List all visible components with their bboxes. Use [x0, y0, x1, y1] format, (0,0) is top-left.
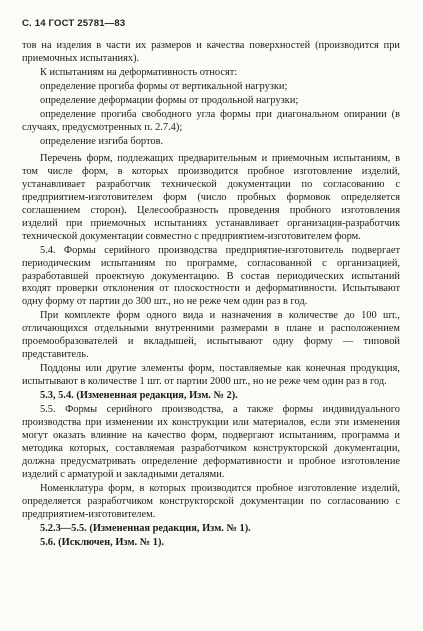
- paragraph: Перечень форм, подлежащих предварительным и приемочным испытаниям, в том числе форм, в которых производится пробное изготовление изделий, устанавливает разработчик технической документации по согласованию с предприятием-изготовителем форм (число пробных формовок определяется соглашением сторон). Целесообразность проведения пробного изготовления изделий при приемочных испытаниях устанавливает организация-разработчик технической документации совместно с предприятием-изготовителем форм.: [22, 153, 400, 242]
- section-5-5: 5.5. Формы серийного производства, а также формы индивидуального производства при изменении их конструкции или материалов, если эти изменения могут оказать влияние на качество форм, подвергают испытаниям, программа и методика которых, составляемая разработчиком конструкторской документации, должна предусматривать определение деформативности и пробное изготовление изделий с арматурой и закладными деталями.: [22, 404, 400, 480]
- list-item: определение изгиба бортов.: [40, 136, 164, 148]
- paragraph: При комплекте форм одного вида и назначения в количестве до 100 шт., отличающихся отдельными внутренними размерами в плане и расположением проемообразователей и вкладышей, испытывают одну форму — типовой представитель.: [22, 310, 400, 361]
- paragraph: Номенклатура форм, в которых производится пробное изготовление изделий, определяется разработчиком конструкторской документации по согласованию с предприятием-изготовителем.: [22, 482, 400, 520]
- document-body: [22, 40, 400, 551]
- paragraph: Поддоны или другие элементы форм, поставляемые как конечная продукция, испытывают в количестве 1 шт. от партии 2000 шт., но не реже чем один раз в год.: [22, 363, 400, 388]
- amendment-note: 5.3, 5.4. (Измененная редакция, Изм. № 2).: [40, 390, 238, 402]
- paragraph: тов на изделия в части их размеров и качества поверхностей (производится при приемочных испытаниях).: [22, 40, 400, 64]
- list-item: определение прогиба свободного угла формы при диагональном опирании (в случаях, предусмотренных п. 2.7.4);: [22, 109, 400, 134]
- paragraph: К испытаниям на деформативность относят:: [40, 67, 238, 78]
- page-header: С. 14 ГОСТ 25781—83: [22, 18, 126, 29]
- amendment-note: 5.6. (Исключен, Изм. № 1).: [40, 536, 165, 548]
- list-item: определение прогиба формы от вертикальной нагрузки;: [40, 81, 288, 93]
- amendment-note: 5.2.3—5.5. (Измененная редакция, Изм. № 1).: [40, 522, 251, 534]
- list-item: определение деформации формы от продольной нагрузки;: [40, 95, 299, 107]
- section-5-4: 5.4. Формы серийного производства предприятие-изготовитель подвергает периодическим испытаниям по программе, согласованной с организацией, разработавшей проектную документацию. В состав периодических испытаний входят проверки отклонения от плоскостности и деформативности. Испытывают одну форму от партии до 300 шт., но не реже чем один раз в год.: [22, 244, 400, 308]
